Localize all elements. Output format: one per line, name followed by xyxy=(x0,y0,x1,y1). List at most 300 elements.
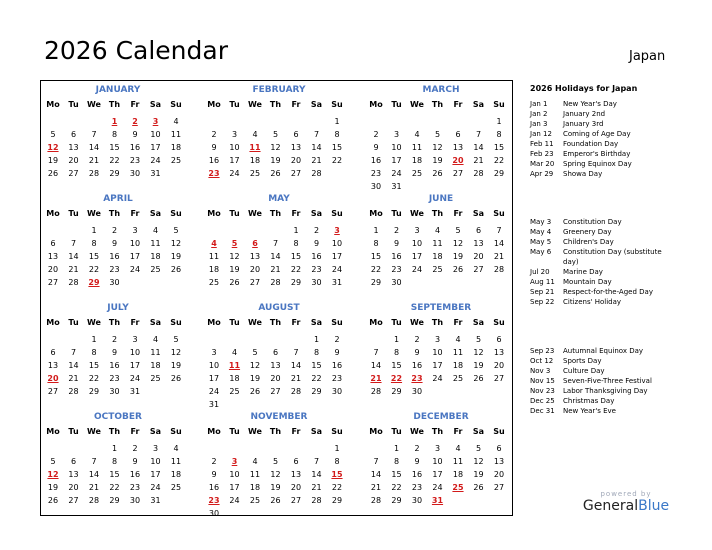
day-cell: 24 xyxy=(208,387,220,396)
weekday-label: Fr xyxy=(130,427,140,436)
day-cell: 9 xyxy=(393,239,400,248)
day-cell: 19 xyxy=(47,156,59,165)
month-name: JANUARY xyxy=(95,85,141,95)
day-cell: 21 xyxy=(311,483,322,492)
day-cell: 6 xyxy=(70,130,77,139)
weekday-label: Th xyxy=(431,318,444,327)
day-cell: 19 xyxy=(270,156,281,165)
day-cell: 23 xyxy=(411,483,423,492)
day-cell: 29 xyxy=(493,169,505,178)
day-cell: 16 xyxy=(109,361,120,370)
day-cell: 15 xyxy=(370,252,382,261)
day-cell: 1 xyxy=(111,444,118,453)
day-cell: 29 xyxy=(109,496,120,505)
day-cell: 26 xyxy=(170,374,182,383)
day-cell: 27 xyxy=(270,387,281,396)
day-cell: 27 xyxy=(249,278,261,287)
day-cell: 8 xyxy=(393,348,400,357)
month-may xyxy=(204,194,354,302)
day-cell: 27 xyxy=(290,496,302,505)
day-cell: 8 xyxy=(334,457,340,466)
day-cell: 30 xyxy=(331,387,343,396)
weekday-label: We xyxy=(87,209,101,218)
holiday-name: January 2nd xyxy=(563,110,606,118)
day-cell: 14 xyxy=(290,361,302,370)
holiday-date: Apr 29 xyxy=(530,170,554,178)
page-title: 2026 Calendar xyxy=(44,36,228,65)
day-cell: 7 xyxy=(373,457,379,466)
weekday-label: Fr xyxy=(453,100,463,109)
day-cell: 3 xyxy=(434,335,441,344)
holiday-row xyxy=(530,387,648,397)
day-cell: 19 xyxy=(170,252,182,261)
day-cell: 10 xyxy=(129,239,141,248)
day-cell: 7 xyxy=(91,130,97,139)
weekday-label: Th xyxy=(108,427,121,436)
day-cell: 17 xyxy=(432,361,443,370)
weekday-label: Tu xyxy=(68,318,79,327)
weekday-label: Mo xyxy=(46,100,60,109)
month-october xyxy=(43,412,193,520)
weekday-label: Th xyxy=(108,209,121,218)
day-cell: 11 xyxy=(150,348,161,357)
holiday-row xyxy=(530,150,630,160)
brand-name xyxy=(582,498,670,514)
holiday-date: Aug 11 xyxy=(530,278,555,286)
day-cell: 16 xyxy=(370,156,382,165)
day-cell: 15 xyxy=(391,361,402,370)
powered-by-text: powered by xyxy=(600,490,652,498)
weekday-label: Tu xyxy=(229,100,240,109)
day-cell: 1 xyxy=(496,117,502,126)
day-cell: 28 xyxy=(370,387,382,396)
day-cell: 20 xyxy=(290,156,302,165)
holiday-day-cell: 20 xyxy=(47,374,59,383)
day-cell: 15 xyxy=(331,143,343,152)
holiday-day-cell: 3 xyxy=(334,226,340,235)
month-november xyxy=(204,412,354,520)
day-cell: 1 xyxy=(293,226,299,235)
weekday-label: Su xyxy=(331,427,343,436)
day-cell: 29 xyxy=(88,387,100,396)
day-cell: 30 xyxy=(370,182,382,191)
weekday-label: We xyxy=(87,318,101,327)
day-cell: 21 xyxy=(311,156,322,165)
weekday-label: Tu xyxy=(229,318,240,327)
day-cell: 16 xyxy=(331,361,343,370)
day-cell: 23 xyxy=(331,374,343,383)
day-cell: 19 xyxy=(473,361,484,370)
day-cell: 2 xyxy=(373,130,379,139)
day-cell: 11 xyxy=(411,143,423,152)
day-cell: 26 xyxy=(249,387,261,396)
day-cell: 2 xyxy=(211,130,217,139)
day-cell: 25 xyxy=(170,156,182,165)
day-cell: 1 xyxy=(91,335,97,344)
day-cell: 18 xyxy=(229,374,240,383)
holiday-name: Respect-for-the-Aged Day xyxy=(563,288,653,296)
day-cell: 6 xyxy=(50,239,56,248)
day-cell: 9 xyxy=(313,239,320,248)
day-cell: 10 xyxy=(150,457,161,466)
day-cell: 17 xyxy=(208,374,220,383)
day-cell: 4 xyxy=(252,130,258,139)
day-cell: 5 xyxy=(272,457,279,466)
day-cell: 18 xyxy=(170,470,182,479)
day-cell: 12 xyxy=(452,239,464,248)
holiday-date: May 5 xyxy=(530,238,552,246)
day-cell: 5 xyxy=(173,335,179,344)
weekday-label: We xyxy=(410,318,424,327)
day-cell: 24 xyxy=(411,265,423,274)
holiday-date: Jan 2 xyxy=(530,110,548,118)
day-cell: 20 xyxy=(68,156,79,165)
day-cell: 24 xyxy=(129,265,141,274)
weekday-label: Sa xyxy=(310,427,323,436)
day-cell: 11 xyxy=(170,457,182,466)
holiday-row xyxy=(530,218,622,228)
day-cell: 26 xyxy=(432,169,443,178)
holiday-row xyxy=(530,170,602,180)
day-cell: 20 xyxy=(290,483,302,492)
holiday-row xyxy=(530,140,618,150)
day-cell: 5 xyxy=(173,226,179,235)
day-cell: 6 xyxy=(455,130,461,139)
weekday-label: We xyxy=(410,209,424,218)
day-cell: 14 xyxy=(370,470,382,479)
brand-name-general: General xyxy=(582,498,639,514)
day-cell: 8 xyxy=(91,348,97,357)
day-cell: 4 xyxy=(414,130,420,139)
holiday-day-cell: 23 xyxy=(208,496,220,505)
day-cell: 10 xyxy=(331,239,343,248)
day-cell: 19 xyxy=(229,265,240,274)
holiday-row xyxy=(530,288,653,298)
holiday-row xyxy=(530,357,602,367)
country-label: Japan xyxy=(629,49,666,64)
weekday-label: We xyxy=(410,100,424,109)
month-july xyxy=(43,303,193,411)
day-cell: 25 xyxy=(208,278,220,287)
day-cell: 16 xyxy=(391,252,402,261)
month-april xyxy=(43,194,193,302)
day-cell: 13 xyxy=(290,143,302,152)
day-cell: 31 xyxy=(129,387,141,396)
holiday-row xyxy=(530,278,612,288)
day-cell: 27 xyxy=(493,374,505,383)
day-cell: 5 xyxy=(50,457,56,466)
holiday-date: May 6 xyxy=(530,248,552,256)
day-cell: 28 xyxy=(370,496,382,505)
day-cell: 11 xyxy=(170,130,182,139)
day-cell: 6 xyxy=(272,348,279,357)
day-cell: 24 xyxy=(432,483,443,492)
holiday-row xyxy=(530,130,631,140)
holiday-day-cell: 11 xyxy=(228,361,241,370)
month-name: MARCH xyxy=(422,85,460,95)
day-cell: 13 xyxy=(270,361,281,370)
holiday-row xyxy=(530,397,614,407)
weekday-label: Su xyxy=(331,100,343,109)
month-january xyxy=(43,85,193,193)
holiday-name: Greenery Day xyxy=(563,228,612,236)
day-cell: 14 xyxy=(270,252,281,261)
day-cell: 14 xyxy=(68,252,79,261)
month-june xyxy=(366,194,516,302)
holiday-row xyxy=(530,100,617,110)
day-cell: 26 xyxy=(47,169,59,178)
weekday-label: Tu xyxy=(229,427,240,436)
day-cell: 3 xyxy=(211,348,217,357)
holiday-name: January 3rd xyxy=(563,120,604,128)
day-cell: 6 xyxy=(496,444,502,453)
day-cell: 11 xyxy=(432,239,443,248)
day-cell: 10 xyxy=(432,457,443,466)
day-cell: 28 xyxy=(473,169,484,178)
day-cell: 13 xyxy=(473,239,484,248)
day-cell: 6 xyxy=(475,226,482,235)
day-cell: 29 xyxy=(391,387,402,396)
day-cell: 14 xyxy=(88,470,100,479)
day-cell: 4 xyxy=(152,335,159,344)
weekday-label: Su xyxy=(170,209,182,218)
month-august xyxy=(204,303,354,411)
weekday-label: Tu xyxy=(68,209,79,218)
day-cell: 21 xyxy=(68,374,79,383)
weekday-label: Su xyxy=(331,209,343,218)
day-cell: 4 xyxy=(434,226,441,235)
month-february xyxy=(204,85,354,193)
brand-logo[interactable] xyxy=(582,490,670,514)
day-cell: 10 xyxy=(229,143,240,152)
weekday-label: Mo xyxy=(46,427,60,436)
weekday-label: Th xyxy=(269,318,282,327)
weekday-label: Mo xyxy=(207,318,221,327)
holiday-row xyxy=(530,377,652,387)
day-cell: 9 xyxy=(132,130,138,139)
day-cell: 25 xyxy=(170,483,182,492)
holiday-name: Showa Day xyxy=(563,170,603,178)
holiday-day-cell: 23 xyxy=(208,169,220,178)
weekday-label: Th xyxy=(108,318,121,327)
day-cell: 20 xyxy=(493,361,505,370)
day-cell: 12 xyxy=(249,361,261,370)
day-cell: 30 xyxy=(109,278,120,287)
day-cell: 25 xyxy=(432,265,443,274)
weekday-label: Fr xyxy=(453,209,463,218)
day-cell: 27 xyxy=(493,483,505,492)
day-cell: 26 xyxy=(270,496,281,505)
day-cell: 22 xyxy=(88,265,100,274)
weekday-label: We xyxy=(87,427,101,436)
day-cell: 17 xyxy=(411,252,423,261)
day-cell: 29 xyxy=(391,496,402,505)
day-cell: 17 xyxy=(229,483,240,492)
day-cell: 5 xyxy=(272,130,279,139)
day-cell: 12 xyxy=(270,143,281,152)
day-cell: 7 xyxy=(91,457,97,466)
day-cell: 21 xyxy=(370,483,382,492)
day-cell: 5 xyxy=(475,335,482,344)
weekday-label: Su xyxy=(170,427,182,436)
day-cell: 23 xyxy=(129,483,141,492)
day-cell: 15 xyxy=(88,361,100,370)
holiday-day-cell: 3 xyxy=(231,457,238,466)
holiday-day-cell: 1 xyxy=(111,117,118,126)
day-cell: 26 xyxy=(170,265,182,274)
day-cell: 21 xyxy=(270,265,281,274)
day-cell: 11 xyxy=(150,239,161,248)
weekday-label: Sa xyxy=(310,318,323,327)
day-cell: 18 xyxy=(249,483,261,492)
day-cell: 15 xyxy=(109,143,120,152)
day-cell: 20 xyxy=(47,265,59,274)
holiday-date: Sep 22 xyxy=(530,298,555,306)
day-cell: 8 xyxy=(334,130,340,139)
day-cell: 9 xyxy=(111,348,118,357)
holiday-row xyxy=(530,120,603,130)
month-name: JUNE xyxy=(428,194,454,204)
day-cell: 23 xyxy=(311,265,322,274)
weekday-label: We xyxy=(87,100,101,109)
day-cell: 23 xyxy=(370,169,382,178)
weekday-label: We xyxy=(248,427,262,436)
holiday-day-cell: 12 xyxy=(47,143,59,152)
day-cell: 26 xyxy=(47,496,59,505)
day-cell: 25 xyxy=(411,169,423,178)
weekday-label: We xyxy=(410,427,424,436)
weekday-label: Tu xyxy=(391,209,402,218)
holiday-name: Constitution Day xyxy=(563,218,622,226)
holiday-day-cell: 15 xyxy=(331,470,343,479)
day-cell: 26 xyxy=(473,374,484,383)
day-cell: 12 xyxy=(170,239,182,248)
day-cell: 29 xyxy=(290,278,302,287)
day-cell: 17 xyxy=(229,156,240,165)
day-cell: 1 xyxy=(334,117,340,126)
day-cell: 12 xyxy=(270,470,281,479)
day-cell: 19 xyxy=(249,374,261,383)
day-cell: 30 xyxy=(109,387,120,396)
day-cell: 16 xyxy=(411,470,423,479)
holiday-day-cell: 31 xyxy=(431,496,444,505)
day-cell: 8 xyxy=(313,348,320,357)
holiday-day-cell: 2 xyxy=(132,117,138,126)
weekday-label: Mo xyxy=(369,100,383,109)
weekday-label: Sa xyxy=(472,318,485,327)
holiday-row xyxy=(530,228,612,238)
holiday-row xyxy=(530,160,632,170)
day-cell: 27 xyxy=(68,496,79,505)
day-cell: 1 xyxy=(393,444,400,453)
holiday-name: Citizens' Holiday xyxy=(563,298,622,306)
holiday-day-cell: 22 xyxy=(390,374,403,383)
day-cell: 5 xyxy=(455,226,461,235)
day-cell: 4 xyxy=(252,457,258,466)
day-cell: 2 xyxy=(393,226,400,235)
day-cell: 28 xyxy=(68,387,79,396)
day-cell: 18 xyxy=(249,156,261,165)
day-cell: 3 xyxy=(152,444,159,453)
day-cell: 15 xyxy=(290,252,302,261)
holiday-date: Dec 25 xyxy=(530,397,555,405)
day-cell: 16 xyxy=(129,143,141,152)
day-cell: 15 xyxy=(88,252,100,261)
day-cell: 30 xyxy=(311,278,322,287)
day-cell: 10 xyxy=(150,130,161,139)
weekday-label: Fr xyxy=(453,427,463,436)
day-cell: 6 xyxy=(293,457,299,466)
day-cell: 3 xyxy=(231,130,238,139)
day-cell: 1 xyxy=(334,444,340,453)
weekday-label: We xyxy=(248,209,262,218)
day-cell: 13 xyxy=(47,361,59,370)
holiday-date: Jan 12 xyxy=(530,130,552,138)
holiday-day-cell: 6 xyxy=(252,239,258,248)
day-cell: 25 xyxy=(249,496,261,505)
day-cell: 3 xyxy=(132,226,138,235)
day-cell: 31 xyxy=(150,496,161,505)
day-cell: 17 xyxy=(150,143,161,152)
day-cell: 7 xyxy=(313,130,320,139)
day-cell: 25 xyxy=(150,374,161,383)
day-cell: 23 xyxy=(391,265,402,274)
day-cell: 25 xyxy=(229,387,240,396)
day-cell: 10 xyxy=(208,361,220,370)
holiday-name: Constitution Day (substitute xyxy=(563,248,662,256)
day-cell: 24 xyxy=(432,374,443,383)
day-cell: 16 xyxy=(109,252,120,261)
day-cell: 30 xyxy=(129,496,141,505)
day-cell: 2 xyxy=(132,444,138,453)
day-cell: 27 xyxy=(452,169,464,178)
weekday-label: Mo xyxy=(207,427,221,436)
day-cell: 12 xyxy=(170,348,182,357)
day-cell: 28 xyxy=(68,278,79,287)
day-cell: 1 xyxy=(373,226,379,235)
holiday-name: Coming of Age Day xyxy=(563,130,631,138)
day-cell: 9 xyxy=(211,470,217,479)
holiday-day-cell: 12 xyxy=(47,470,59,479)
day-cell: 4 xyxy=(152,226,159,235)
holiday-date: Nov 23 xyxy=(530,387,555,395)
day-cell: 19 xyxy=(432,156,443,165)
holiday-date: Jul 20 xyxy=(530,268,550,276)
month-name: OCTOBER xyxy=(94,412,142,422)
day-cell: 10 xyxy=(229,470,240,479)
day-cell: 14 xyxy=(493,239,505,248)
holiday-name: Spring Equinox Day xyxy=(563,160,632,168)
holiday-name: Culture Day xyxy=(563,367,605,375)
day-cell: 15 xyxy=(493,143,505,152)
day-cell: 4 xyxy=(173,444,179,453)
holiday-date: Feb 11 xyxy=(530,140,554,148)
day-cell: 29 xyxy=(370,278,382,287)
day-cell: 25 xyxy=(249,169,261,178)
month-name: SEPTEMBER xyxy=(410,303,472,313)
weekday-label: Sa xyxy=(149,427,162,436)
holiday-date: Feb 23 xyxy=(530,150,554,158)
weekday-label: Sa xyxy=(149,209,162,218)
holiday-day-cell: 11 xyxy=(249,143,261,152)
month-name: JULY xyxy=(107,303,129,313)
holiday-name: Mountain Day xyxy=(563,278,612,286)
holiday-date: Dec 31 xyxy=(530,407,555,415)
day-cell: 30 xyxy=(129,169,141,178)
day-cell: 4 xyxy=(173,117,179,126)
day-cell: 6 xyxy=(50,348,56,357)
day-cell: 28 xyxy=(311,169,322,178)
